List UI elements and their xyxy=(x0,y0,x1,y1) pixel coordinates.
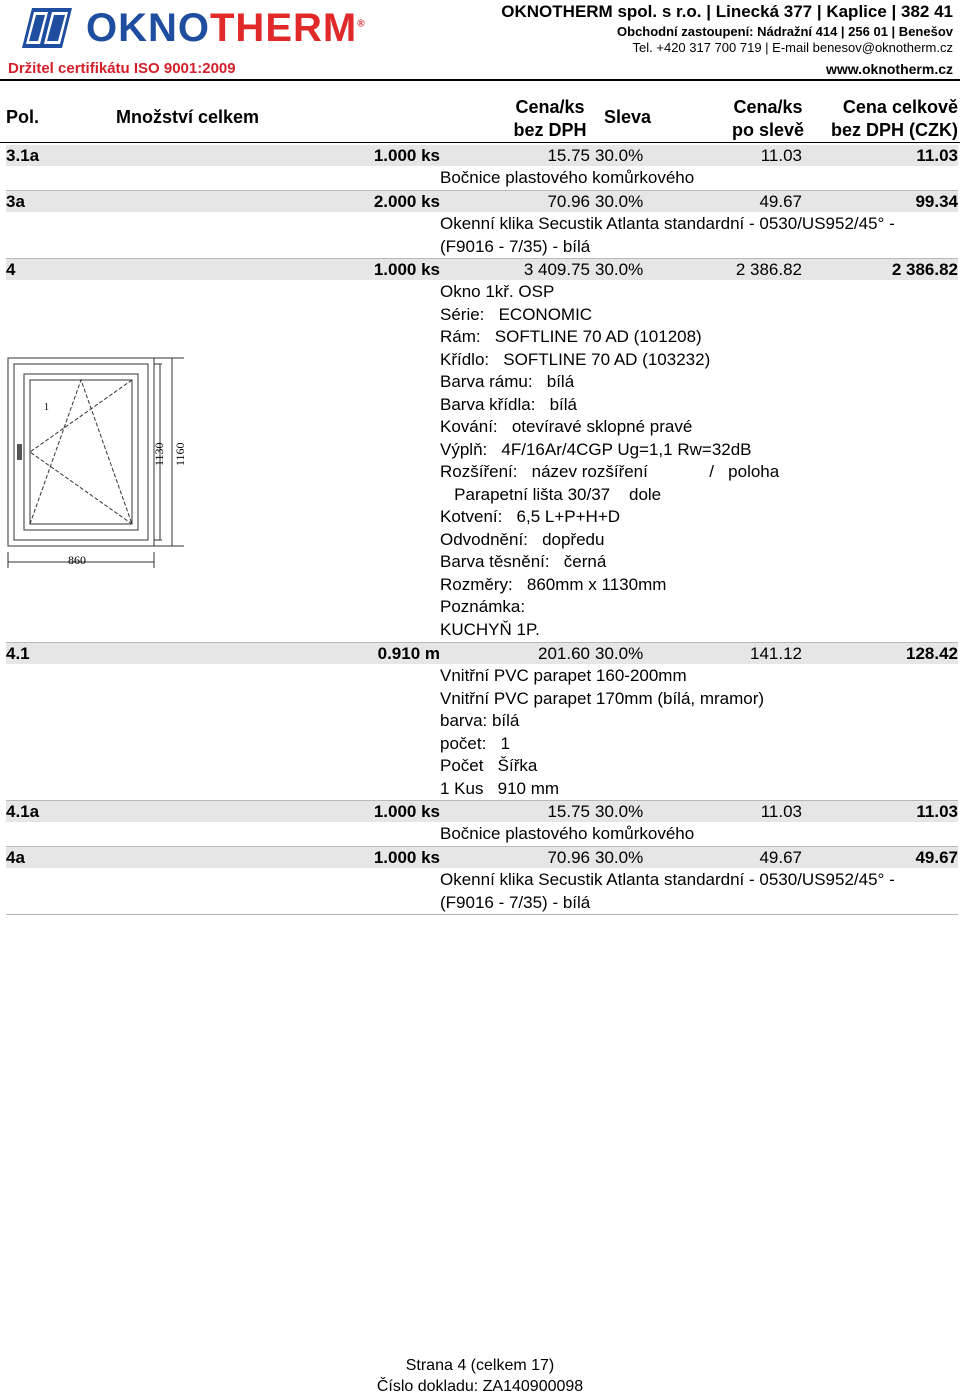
col-pol: Pol. xyxy=(6,107,40,127)
row-price: 201.60 xyxy=(538,644,590,663)
row-price-after: 141.12 xyxy=(750,644,802,663)
row-description: Okno 1kř. OSP Série: ECONOMIC Rám: SOFTLINE 70 AD (101208) Křídlo: SOFTLINE 70 AD (103232) Barva rámu: bílá Barva křídla: bílá Kování: otevíravé sklopné pravé Výplň: 4F/16Ar/4CGP Ug=1,1 Rw=32dB Rozšíření: název rozšíření / poloha Parapetní lišta 30/37 dole Kotvení: 6,5 L+P+H+D Odvodnění: dopředu Barva těsnění: černá Rozměry: 860mm x 1130mm Poznámka: KUCHYŇ 1P. xyxy=(440,282,780,639)
row-qty: 1.000 ks xyxy=(373,146,440,165)
header-divider xyxy=(0,79,960,81)
row-price-after: 49.67 xyxy=(759,848,802,867)
document-number: Číslo dokladu: ZA140900098 xyxy=(376,1378,584,1395)
row-total: 2 386.82 xyxy=(891,260,958,279)
page-number: Strana 4 (celkem 17) xyxy=(405,1357,555,1374)
row-total: 128.42 xyxy=(906,644,958,663)
row-price-after: 11.03 xyxy=(760,146,802,165)
company-logo: OKNOTHERM® xyxy=(86,6,366,50)
row-price: 15.75 xyxy=(547,802,590,821)
columns-divider xyxy=(0,142,960,143)
dim-height-inner: 1130 xyxy=(152,442,166,466)
row-total: 99.34 xyxy=(915,192,958,211)
col-quantity: Množství celkem xyxy=(116,107,260,127)
row-pol: 3a xyxy=(6,192,25,211)
row-price-after: 49.67 xyxy=(759,192,802,211)
row-discount: 30.0% xyxy=(595,802,644,821)
row-price-after: 11.03 xyxy=(760,802,802,821)
row-price: 15.75 xyxy=(547,146,590,165)
row-description: Okenní klika Secustik Atlanta standardní - 0530/US952/45° - (F9016 - 7/35) - bílá xyxy=(440,870,895,912)
branch-address: Obchodní zastoupení: Nádražní 414 | 256 01 | Benešov xyxy=(617,24,953,39)
row-pol: 3.1a xyxy=(6,146,40,165)
row-description: Bočnice plastového komůrkového xyxy=(440,168,695,187)
company-logo-mark xyxy=(18,6,74,55)
window-drawing xyxy=(4,354,190,570)
contact-info: Tel. +420 317 700 719 | E-mail benesov@oknotherm.cz xyxy=(632,40,953,55)
row-price: 3 409.75 xyxy=(523,260,590,279)
website-link[interactable]: www.oknotherm.cz xyxy=(825,61,953,77)
dim-height-outer: 1160 xyxy=(173,442,187,466)
row-description: Vnitřní PVC parapet 160-200mm Vnitřní PVC parapet 170mm (bílá, mramor) barva: bílá počet: 1 Počet Šířka 1 Kus 910 mm xyxy=(440,666,765,798)
row-pol: 4a xyxy=(6,848,25,867)
row-price: 70.96 xyxy=(547,848,590,867)
iso-certificate: Držitel certifikátu ISO 9001:2009 xyxy=(8,60,236,77)
row-pol: 4 xyxy=(6,260,16,279)
row-pol: 4.1a xyxy=(6,802,40,821)
row-total: 49.67 xyxy=(915,848,958,867)
col-total: Cena celkově bez DPH (CZK) xyxy=(831,97,958,140)
row-discount: 30.0% xyxy=(595,146,644,165)
row-discount: 30.0% xyxy=(595,644,644,663)
row-discount: 30.0% xyxy=(595,192,644,211)
row-qty: 0.910 m xyxy=(377,644,440,663)
row-description: Okenní klika Secustik Atlanta standardní - 0530/US952/45° - (F9016 - 7/35) - bílá xyxy=(440,214,895,256)
sash-label: 1 xyxy=(44,402,49,413)
row-total: 11.03 xyxy=(916,802,958,821)
row-price-after: 2 386.82 xyxy=(735,260,802,279)
row-qty: 1.000 ks xyxy=(373,260,440,279)
col-discounted-price: Cena/ks po slevě xyxy=(731,97,805,140)
row-qty: 1.000 ks xyxy=(373,802,440,821)
row-qty: 1.000 ks xyxy=(373,848,440,867)
row-pol: 4.1 xyxy=(6,644,30,663)
row-total: 11.03 xyxy=(916,146,958,165)
row-description: Bočnice plastového komůrkového xyxy=(440,824,695,843)
row-qty: 2.000 ks xyxy=(373,192,440,211)
dim-width: 860 xyxy=(68,553,86,567)
col-unit-price: Cena/ks bez DPH xyxy=(513,97,587,140)
row-discount: 30.0% xyxy=(595,260,644,279)
row-price: 70.96 xyxy=(547,192,590,211)
row-discount: 30.0% xyxy=(595,848,644,867)
company-address: OKNOTHERM spol. s r.o. | Linecká 377 | Kaplice | 382 41 xyxy=(501,2,953,21)
col-discount: Sleva xyxy=(604,107,652,127)
